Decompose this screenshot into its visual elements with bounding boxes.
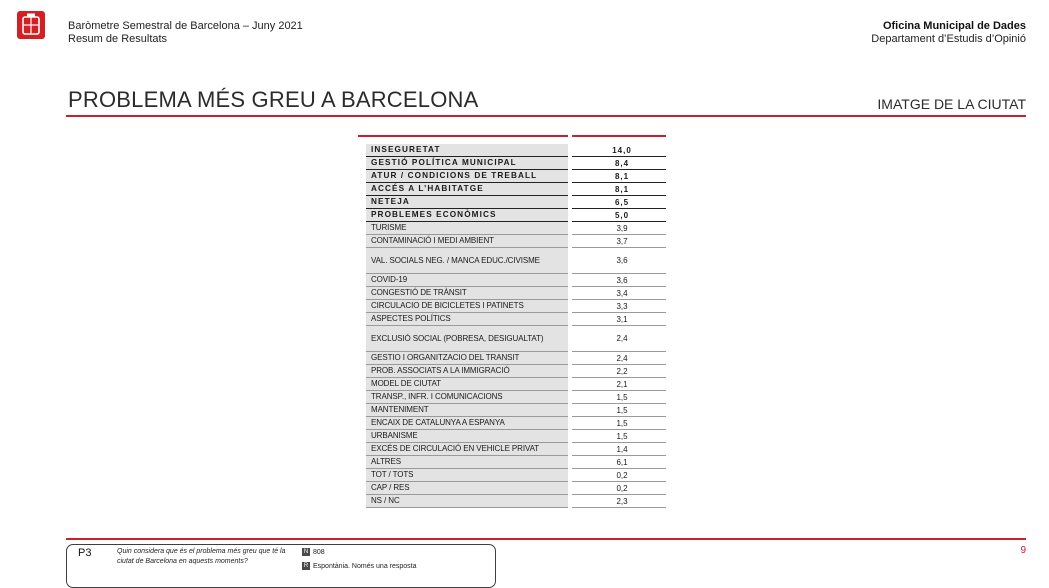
table-row-value — [572, 183, 666, 196]
section-label: IMATGE DE LA CIUTAT — [877, 96, 1026, 112]
problem-label: ATUR / CONDICIONS DE TREBALL — [371, 171, 538, 180]
question-text: Quin considera que és el problema més greu que té la ciutat de Barcelona en aquests moments? — [117, 548, 286, 565]
table-row-label — [366, 196, 568, 209]
problem-percentage: 3,7 — [616, 236, 628, 246]
table-row-value — [572, 378, 666, 391]
ajuntament-logo-icon — [17, 11, 45, 39]
table-row-label — [366, 404, 568, 417]
table-row-value — [572, 326, 666, 352]
table-row-value — [572, 209, 666, 222]
problem-label: ENCAIX DE CATALUNYA A ESPANYA — [371, 418, 505, 427]
problem-label: TRANSP., INFR. I COMUNICACIONS — [371, 392, 503, 401]
table-row-label — [366, 469, 568, 482]
problem-percentage: 0,2 — [616, 483, 628, 493]
problem-label: PROB. ASSOCIATS A LA IMMIGRACIÓ — [371, 366, 510, 375]
problem-label: EXCLUSIÓ SOCIAL (POBRESA, DESIGUALTAT) — [371, 333, 544, 343]
problem-label: URBANISME — [371, 431, 418, 440]
table-row-value — [572, 495, 666, 508]
report-subtitle: Resum de Resultats — [68, 33, 168, 45]
problem-label: TURISME — [371, 223, 407, 232]
table-row-label — [366, 287, 568, 300]
problem-percentage: 2,2 — [616, 366, 628, 376]
table-row-value — [572, 352, 666, 365]
table-row-label — [366, 482, 568, 495]
table-row-value — [572, 391, 666, 404]
footer-divider — [66, 538, 1026, 540]
response-type-text: Espontània. Només una resposta — [313, 562, 417, 570]
problem-values-column — [572, 144, 666, 508]
problem-label: CONGESTIÓ DE TRÀNSIT — [371, 288, 467, 297]
title-divider — [66, 115, 1026, 117]
value-column-rule — [572, 135, 666, 137]
problem-label: INSEGURETAT — [371, 145, 441, 154]
problem-percentage: 14,0 — [612, 145, 632, 155]
problem-label: ALTRES — [371, 457, 401, 466]
table-row-value — [572, 365, 666, 378]
problem-percentage: 8,4 — [614, 158, 630, 168]
table-row-label — [366, 313, 568, 326]
table-row-value — [572, 469, 666, 482]
page-title: PROBLEMA MÉS GREU A BARCELONA — [68, 87, 479, 112]
problem-labels-column — [366, 144, 568, 508]
problem-percentage: 3,6 — [616, 256, 628, 265]
problem-percentage: 1,5 — [616, 418, 628, 428]
problem-percentage: 3,3 — [616, 301, 628, 311]
table-row-value — [572, 300, 666, 313]
problem-label: EXCÉS DE CIRCULACIÓ EN VEHICLE PRIVAT — [371, 444, 540, 453]
problem-percentage: 2,4 — [616, 353, 628, 363]
sample-value: 808 — [313, 548, 325, 556]
problem-percentage: 1,4 — [616, 444, 628, 454]
problem-label: VAL. SOCIALS NEG. / MANCA EDUC./CIVISME — [371, 255, 540, 265]
table-row-value — [572, 313, 666, 326]
table-row-value — [572, 443, 666, 456]
table-row-label — [366, 443, 568, 456]
table-row-value — [572, 404, 666, 417]
table-row-value — [572, 157, 666, 170]
table-row-label — [366, 248, 568, 274]
problem-label: CIRCULACIO DE BICICLETES I PATINETS — [371, 301, 524, 310]
response-tag: R — [303, 563, 309, 569]
report-title: Baròmetre Semestral de Barcelona – Juny 2021 — [68, 20, 303, 32]
table-row-label — [366, 274, 568, 287]
problem-percentage: 3,4 — [616, 288, 628, 298]
table-row-value — [572, 482, 666, 495]
table-row-value — [572, 144, 666, 157]
sample-size — [302, 548, 325, 556]
table-row-value — [572, 287, 666, 300]
table-row-label — [366, 417, 568, 430]
problem-label: GESTIÓ POLÍTICA MUNICIPAL — [371, 158, 517, 167]
table-row-label — [366, 170, 568, 183]
sample-tag: N — [303, 549, 309, 555]
table-row-label — [366, 495, 568, 508]
problem-label: NS / NC — [371, 496, 400, 505]
table-row-value — [572, 196, 666, 209]
table-row-label — [366, 378, 568, 391]
problem-percentage: 2,4 — [616, 334, 628, 343]
organization-header — [871, 20, 1026, 46]
table-row-value — [572, 248, 666, 274]
problem-percentage: 6,1 — [616, 457, 628, 467]
table-row-value — [572, 235, 666, 248]
problem-percentage: 3,1 — [616, 314, 628, 324]
problem-label: CONTAMINACIÓ I MEDI AMBIENT — [371, 236, 494, 245]
table-row-label — [366, 209, 568, 222]
problem-label: COVID-19 — [371, 275, 408, 284]
problem-label: PROBLEMES ECONÒMICS — [371, 210, 497, 219]
table-row-label — [366, 456, 568, 469]
table-row-value — [572, 456, 666, 469]
problem-percentage: 6,5 — [614, 197, 630, 207]
organization-name: Oficina Municipal de Dades — [882, 20, 1026, 32]
organization-department: Departament d’Estudis d’Opinió — [871, 33, 1026, 45]
problem-percentage: 8,1 — [614, 171, 630, 181]
table-row-label — [366, 300, 568, 313]
problem-percentage: 8,1 — [614, 184, 630, 194]
problem-label: MANTENIMENT — [371, 405, 429, 414]
table-row-label — [366, 326, 568, 352]
problem-label: MODEL DE CIUTAT — [371, 379, 441, 388]
table-row-label — [366, 430, 568, 443]
table-row-label — [366, 144, 568, 157]
problem-label: NETEJA — [371, 197, 410, 206]
table-row-label — [366, 183, 568, 196]
problem-percentage: 1,5 — [616, 392, 628, 402]
problem-percentage: 2,3 — [616, 496, 628, 506]
problem-percentage: 3,9 — [616, 223, 628, 233]
table-row-label — [366, 391, 568, 404]
table-row-label — [366, 365, 568, 378]
problem-label: CAP / RES — [371, 483, 410, 492]
table-row-value — [572, 222, 666, 235]
problem-percentage: 3,6 — [616, 275, 628, 285]
label-column-rule — [358, 135, 568, 137]
report-header — [68, 20, 303, 46]
question-id: P3 — [78, 547, 92, 559]
problem-label: TOT / TOTS — [371, 470, 414, 479]
table-row-value — [572, 170, 666, 183]
table-row-label — [366, 235, 568, 248]
table-row-value — [572, 430, 666, 443]
table-row-value — [572, 417, 666, 430]
table-row-label — [366, 352, 568, 365]
problem-label: ASPECTES POLÍTICS — [371, 314, 451, 323]
table-row-label — [366, 222, 568, 235]
page-number: 9 — [1020, 545, 1026, 556]
problem-percentage: 1,5 — [616, 431, 628, 441]
problem-percentage: 5,0 — [614, 210, 630, 220]
problem-percentage: 2,1 — [616, 379, 628, 389]
response-type — [302, 562, 417, 570]
table-row-label — [366, 157, 568, 170]
problem-label: ACCÉS A L’HABITATGE — [371, 184, 484, 193]
table-row-value — [572, 274, 666, 287]
problem-percentage: 0,2 — [616, 470, 628, 480]
problem-percentage: 1,5 — [616, 405, 628, 415]
problem-label: GESTIO I ORGANITZACIO DEL TRANSIT — [371, 353, 520, 362]
